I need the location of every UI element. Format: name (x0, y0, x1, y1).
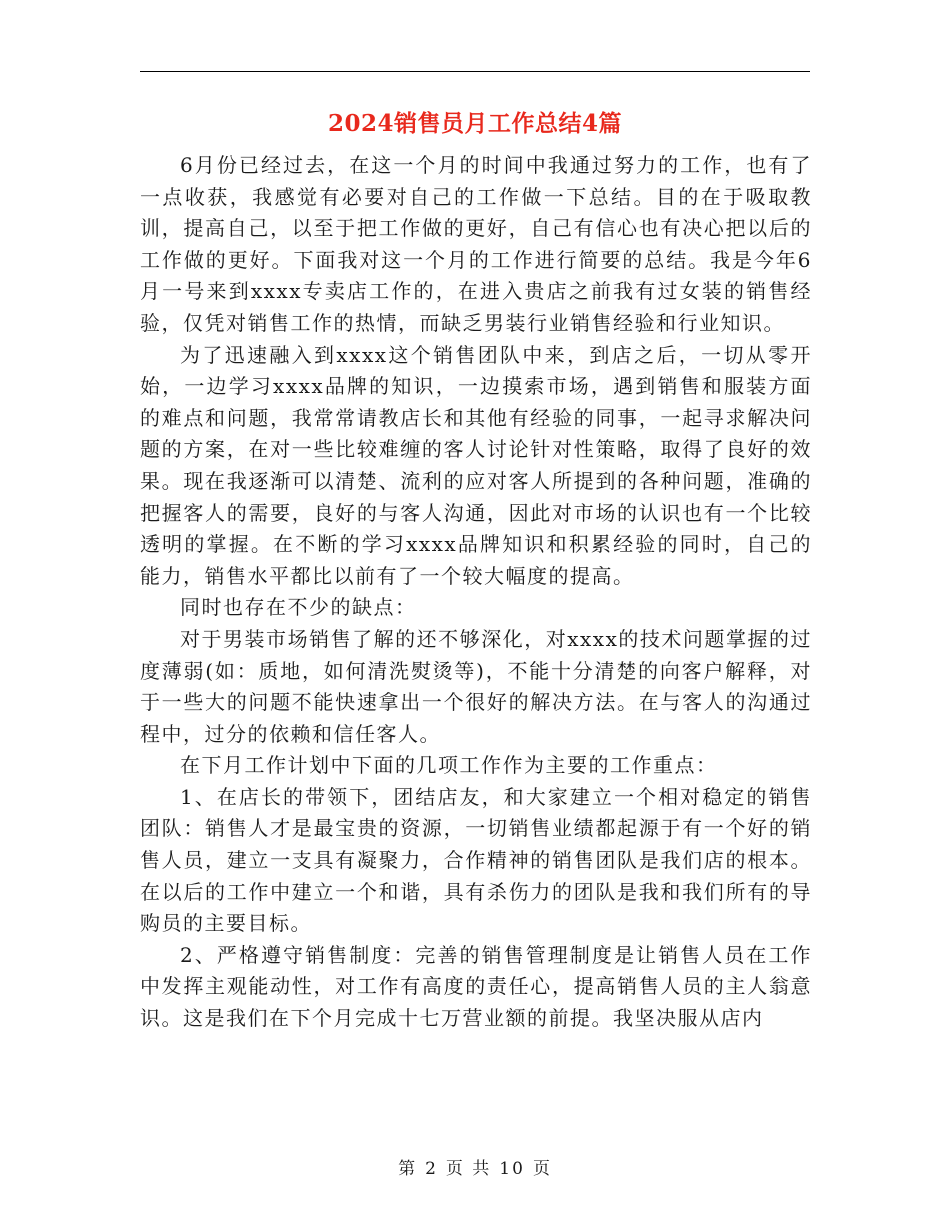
document-body (140, 150, 812, 1035)
paragraph: 在下月工作计划中下面的几项工作作为主要的工作重点： (180, 753, 718, 778)
paragraph: 同时也存在不少的缺点： (180, 595, 417, 620)
paragraph: 对于男装市场销售了解的还不够深化，对xxxx的技术问题掌握的过度薄弱(如：质地，如何清洗熨烫等)，不能十分清楚的向客户解释，对于一些大的问题不能快速拿出一个很好的解决方法。在与客人的沟通过程中，过分的依赖和信任客人。 (140, 626, 812, 746)
paragraph: 1、在店长的带领下，团结店友，和大家建立一个相对稳定的销售团队：销售人才是最宝贵的资源，一切销售业绩都起源于有一个好的销售人员，建立一支具有凝聚力，合作精神的销售团队是我们店的根本。在以后的工作中建立一个和谐，具有杀伤力的团队是我和我们所有的导购员的主要目标。 (140, 784, 812, 936)
document-title: 2024销售员月工作总结4篇 (327, 110, 623, 137)
footer-middle: 页 共 (445, 1159, 492, 1179)
page-footer (0, 1154, 950, 1179)
paragraph: 2、严格遵守销售制度：完善的销售管理制度是让销售人员在工作中发挥主观能动性，对工作有高度的责任心，提高销售人员的主人翁意识。这是我们在下个月完成十七万营业额的前提。我坚决服从店内 (140, 942, 812, 1031)
footer-prefix: 第 (398, 1159, 418, 1179)
footer-suffix: 页 (532, 1159, 552, 1179)
header-rule (140, 71, 810, 72)
total-pages-number: 10 (499, 1159, 525, 1179)
paragraph: 为了迅速融入到xxxx这个销售团队中来，到店之后，一切从零开始，一边学习xxxx品牌的知识，一边摸索市场，遇到销售和服装方面的难点和问题，我常常请教店长和其他有经验的同事，一起寻求解决问题的方案，在对一些比较难缠的客人讨论针对性策略，取得了良好的效果。现在我逐渐可以清楚、流利的应对客人所提到的各种问题，准确的把握客人的需要，良好的与客人沟通，因此对市场的认识也有一个比较透明的掌握。在不断的学习xxxx品牌知识和积累经验的同时，自己的能力，销售水平都比以前有了一个较大幅度的提高。 (140, 342, 812, 588)
paragraph: 6月份已经过去，在这一个月的时间中我通过努力的工作，也有了一点收获，我感觉有必要对自己的工作做一下总结。目的在于吸取教训，提高自己，以至于把工作做的更好，自己有信心也有决心把以后的工作做的更好。下面我对这一个月的工作进行简要的总结。我是今年6月一号来到xxxx专卖店工作的，在进入贵店之前我有过女装的销售经验，仅凭对销售工作的热情，而缺乏男装行业销售经验和行业知识。 (140, 153, 812, 335)
current-page-number: 2 (425, 1159, 438, 1179)
